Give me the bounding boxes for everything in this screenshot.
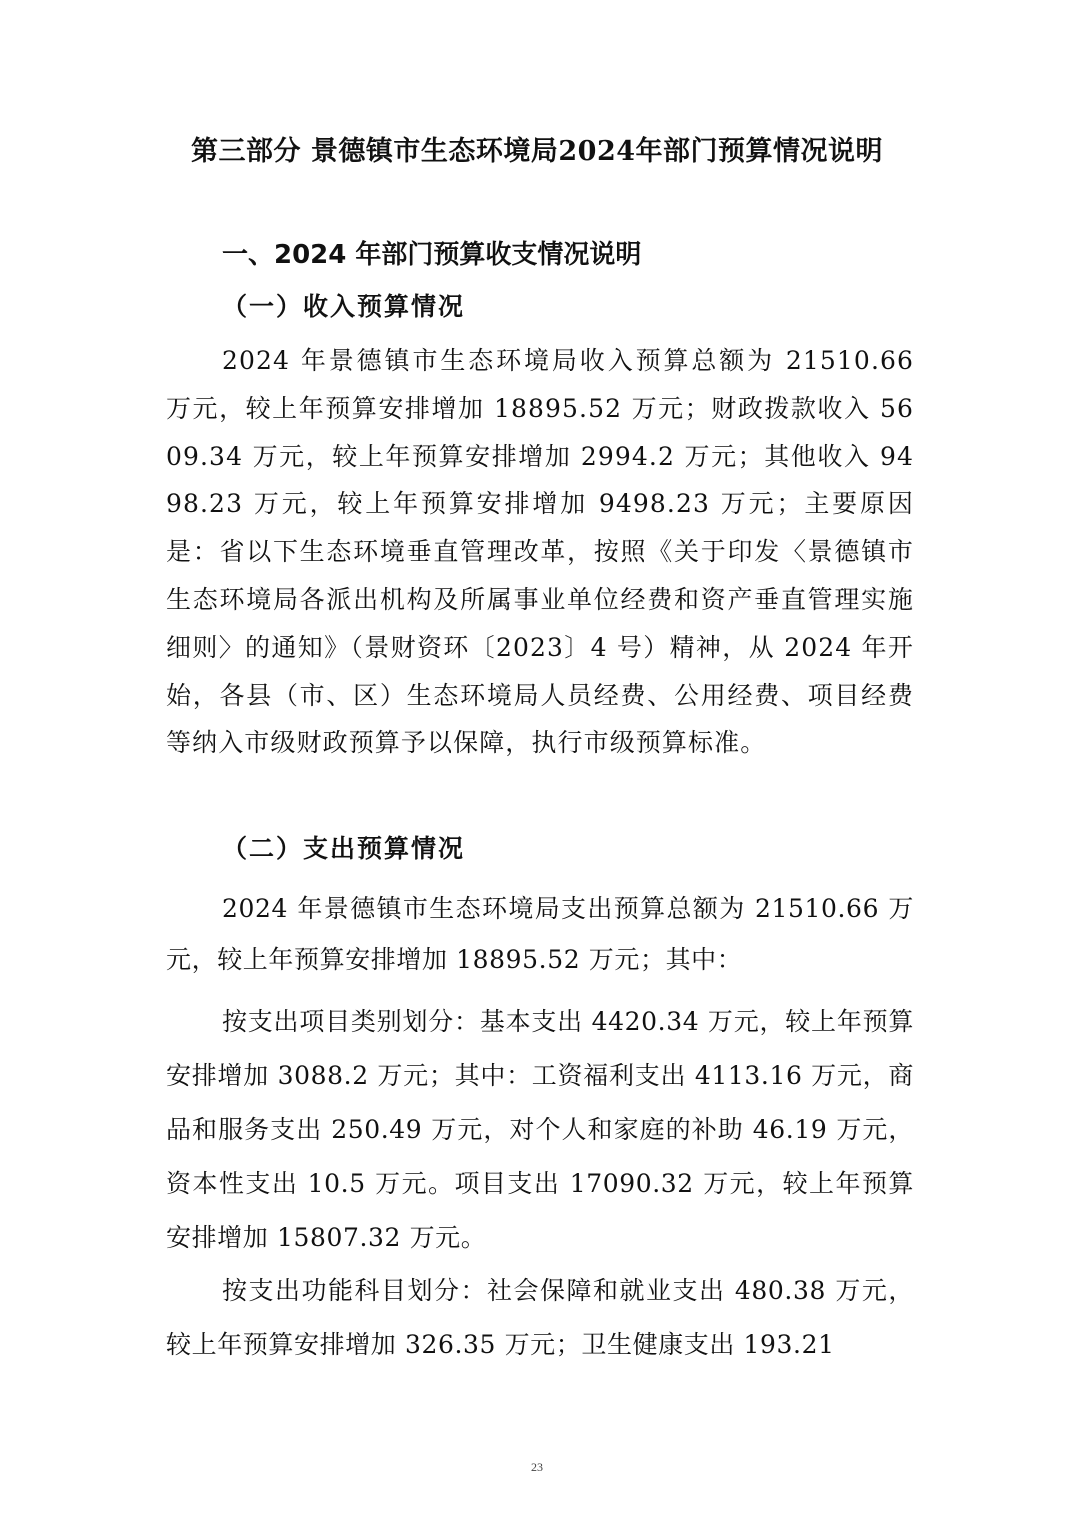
- paragraph-income-budget: 2024 年景德镇市生态环境局收入预算总额为 21510.66 万元，较上年预算安排增加 18895.52 万元；财政拨款收入 5609.34 万元，较上年预算安排增加 2994.2 万元；其他收入 9498.23 万元，较上年预算安排增加 9498.23 万元；主要原因是：省以下生态环境垂直管理改革，按照《关于印发〈景德镇市生态环境局各派出机构及所属事业单位经费和资产垂直管理实施细则〉的通知》（景财资环〔2023〕4 号）精神，从 2024 年开始，各县（市、区）生态环境局人员经费、公用经费、项目经费等纳入市级财政预算予以保障，执行市级预算标准。: [166, 346, 914, 758]
- subsection-heading-expenditure: （二）支出预算情况: [222, 834, 466, 863]
- subsection-heading-income: （一）收入预算情况: [222, 292, 466, 321]
- paragraph-expenditure-total: 2024 年景德镇市生态环境局支出预算总额为 21510.66 万元，较上年预算安排增加 18895.52 万元；其中：: [166, 894, 914, 974]
- paragraph-expenditure-by-function: 按支出功能科目划分：社会保障和就业支出 480.38 万元，较上年预算安排增加 326.35 万元；卫生健康支出 193.21: [166, 1276, 914, 1359]
- paragraph-expenditure-by-category: 按支出项目类别划分：基本支出 4420.34 万元，较上年预算安排增加 3088.2 万元；其中：工资福利支出 4113.16 万元，商品和服务支出 250.49 万元，对个人和家庭的补助 46.19 万元，资本性支出 10.5 万元。项目支出 17090.32 万元，较上年预算安排增加 15807.32 万元。: [166, 1007, 914, 1252]
- page-number: 23: [531, 1460, 543, 1474]
- document-title: 第三部分 景德镇市生态环境局2024年部门预算情况说明: [190, 136, 884, 167]
- section-heading-budget-overview: 一、2024 年部门预算收支情况说明: [222, 240, 642, 270]
